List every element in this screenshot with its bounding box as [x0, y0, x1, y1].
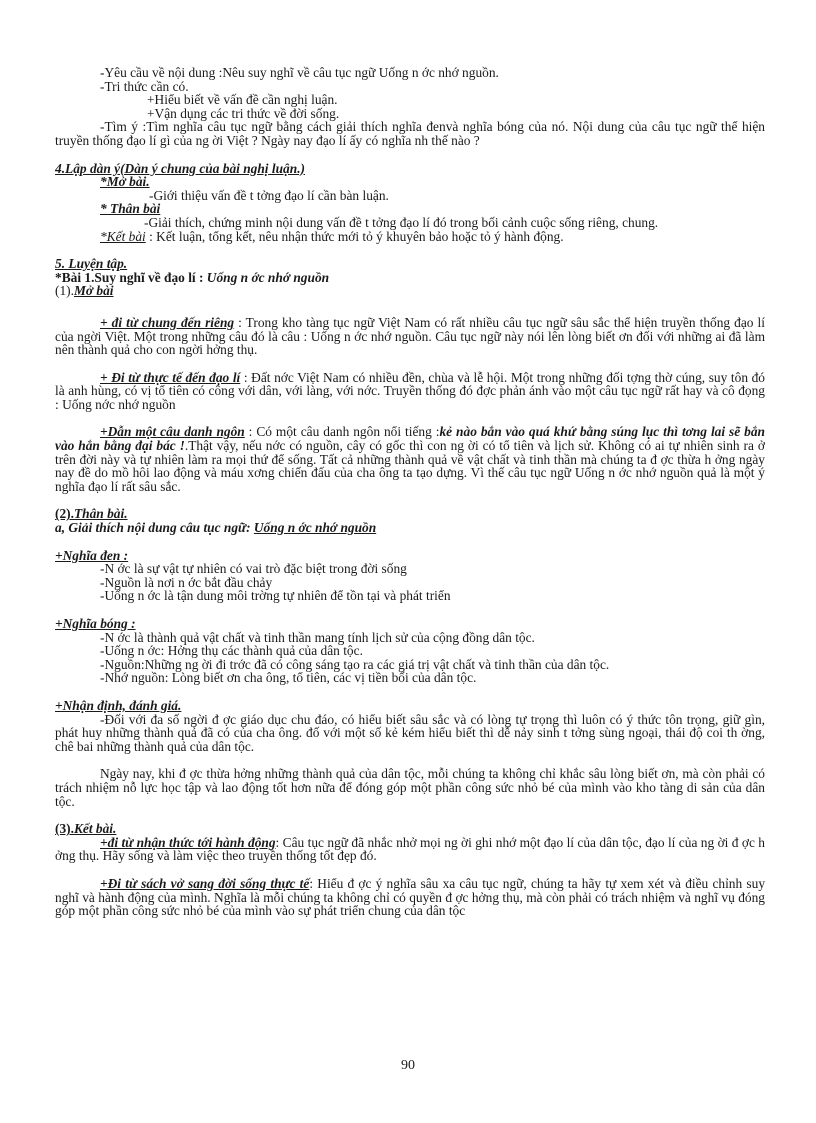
- outline-conclusion: *Kết bài : Kết luận, tổng kết, nêu nhận thức mới tỏ ý khuyên bảo hoặc tỏ ý hành động.: [100, 228, 564, 244]
- figurative-meaning-4: -Nhớ nguồn: Lòng biết ơn cha ông, tổ tiên, các vị tiền bối của dân tộc.: [100, 670, 477, 686]
- document-page: [55, 66, 765, 918]
- explain-heading: a, Giải thích nội dung câu tục ngữ: Uống n ớc nhớ nguồn: [55, 520, 377, 536]
- content-requirement: -Yêu cầu về nội dung :Nêu suy nghĩ về câu tục ngữ Uống n ớc nhớ nguồn.: [100, 65, 499, 80]
- figurative-meaning-3: -Nguồn:Những ng ời đi trớc đã có công sáng tạo ra các giá trị vật chất và tinh thần của dân tộc.: [100, 656, 610, 672]
- section4-heading: 4.Lập dàn ý(Dàn ý chung của bài nghị luận.): [55, 160, 305, 176]
- figurative-meaning-label: +Nghĩa bóng :: [55, 616, 136, 631]
- conclusion-paragraph-1: +đi từ nhận thức tới hành động: Câu tục ngữ đã nhắc nhở mọi ng ời ghi nhớ một đạo lí của dân tộc, đạo lí của ng ời đ ợc h ởng thụ. Hãy sống và làm việc theo truyền thống tốt đẹp đó.: [55, 834, 765, 864]
- conclusion-heading: (3).Kết bài.: [55, 821, 117, 837]
- assessment-paragraph-1: -Đối với đa số ngời đ ợc giáo dục chu đáo, có hiểu biết sâu sắc và có lòng tự trọng thì luôn có ý thức tôn trọng, giữ gìn, phát huy những thành quả đã có của cha ông. đố với một số kẻ kém hiểu biết thì dễ nảy sinh t tởng sùng ngoại, thái độ coi th ờng, chê bai những thành quả của dân tộc.: [55, 711, 765, 754]
- knowledge-needed: -Tri thức cần có.: [100, 78, 189, 94]
- figurative-meaning-1: -N ớc là thành quả vật chất và tinh thần mang tính lịch sử của cộng đồng dân tộc.: [100, 629, 535, 645]
- outline-body-label: * Thân bài: [100, 201, 161, 217]
- knowledge-item-1: +Hiểu biết về vấn đề cần nghị luận.: [147, 92, 338, 108]
- intro-paragraph-2: + Đi từ thực tế đến đạo lí : Đất nớc Việt Nam có nhiều đền, chùa và lễ hội. Một trong những đối tợng thờ cúng, suy tôn đó là anh hùng, có vị tổ tiên có công với dân, với làng, với nớc. Truyền thống đó đợc phản ánh vào một câu tục ngữ rất hay và cô đọng : Uống nớc nhớ nguồn: [55, 369, 765, 412]
- intro-paragraph-1: + đi từ chung đến riêng : Trong kho tàng tục ngữ Việt Nam có rất nhiều câu tục ngữ sâu sắc thể hiện truyền thống đạo lí của ngời Việt. Một trong những câu đó là câu : Uống n ớc nhớ nguồn. Câu tục ngữ này nói lên lòng biết ơn đối với những ai đã làm nên thành quả cho con ngời hởng thụ.: [55, 314, 765, 358]
- exercise-1-title: *Bài 1.Suy nghĩ về đạo lí : Uống n ớc nhớ nguồn: [55, 269, 330, 285]
- section5-heading: 5. Luyện tập.: [55, 256, 128, 272]
- page-number: 90: [401, 1058, 415, 1073]
- assessment-paragraph-2: Ngày nay, khi đ ợc thừa hởng những thành quả của dân tộc, mỗi chúng ta không chỉ khắc sâu lòng biết ơn, mà còn phải có trách nhiệm nỗ lực học tập và lao động tốt hơn nữa để đóng góp một phần công sức nhỏ bé của mình vào kho tàng di sản của dân tộc.: [55, 766, 765, 809]
- outline-intro-label: *Mở bài.: [100, 174, 150, 190]
- knowledge-item-2: +Vận dụng các tri thức về đời sống.: [147, 105, 340, 121]
- conclusion-paragraph-2: +Đi từ sách vở sang đời sống thực tế: Hiểu đ ợc ý nghĩa sâu xa câu tục ngữ, chúng ta hãy tự xem xét và điều chỉnh suy nghĩ và hành động của mình. Nghĩa là mỗi chúng ta không chỉ có quyền đ ợc hởng thụ, mà còn phải có trách nhiệm và nghĩ vụ đóng góp một phần công sức nhỏ bé của mình vào sự phát triển chung của dân tộc: [55, 875, 766, 919]
- outline-intro-text: -Giới thiệu vấn đề t tởng đạo lí cần bàn luận.: [149, 187, 389, 203]
- intro-heading: (1).Mở bài: [55, 283, 114, 299]
- literal-meaning-1: -N ớc là sự vật tự nhiên có vai trò đặc biệt trong đời sống: [100, 561, 407, 577]
- outline-body-text: -Giải thích, chứng minh nội dung vấn đề t tởng đạo lí đó trong bối cảnh cuộc sống riêng, chung.: [144, 214, 659, 230]
- figurative-meaning-2: -Uống n ớc: Hởng thụ các thành quả của dân tộc.: [100, 643, 363, 659]
- literal-meaning-3: -Uống n ớc là tận dung môi trờng tự nhiên để tồn tại và phát triển: [100, 588, 451, 604]
- literal-meaning-label: +Nghĩa đen :: [55, 547, 129, 563]
- literal-meaning-2: -Nguồn là nơi n ớc bắt đầu chảy: [100, 574, 273, 590]
- find-ideas: -Tìm ý :Tìm nghĩa câu tục ngữ bằng cách giải thích nghĩa đenvà nghĩa bóng của nó. Nội dung của câu tục ngữ thể hiện truyền thống đạo lí gì của ng ời Việt ? Ngày nay đạo lí ấy có nghĩa nh thế nào ?: [55, 119, 765, 148]
- body-heading: (2).Thân bài.: [55, 506, 128, 522]
- assessment-label: +Nhận định, đánh giá.: [55, 697, 182, 713]
- intro-paragraph-3: +Dẫn một câu danh ngôn : Có một câu danh ngôn nổi tiếng :kẻ nào bắn vào quá khứ bằng súng lục thì tơng lai sẽ bắn vào hắn bằng đại bác !.Thật vậy, nếu nớc có nguồn, cây có gốc thì con ng ời có tổ tiên và lịch sử. Không có ai tự nhiên sinh ra ở trên đời này và tự nhiên làm ra mọi thứ để sống. Tất cả những thành quả về vật chất và tinh thần mà chúng ta đ ợc thừa h ởng ngày nay đề do mồ hôi lao động và máu xơng chiến đấu của cha ông ta tạo dựng. Vì thế câu tục ngữ Uống n ớc nhớ nguồn quả là một ý nghĩa đạo lí rất sâu sắc.: [55, 424, 765, 494]
